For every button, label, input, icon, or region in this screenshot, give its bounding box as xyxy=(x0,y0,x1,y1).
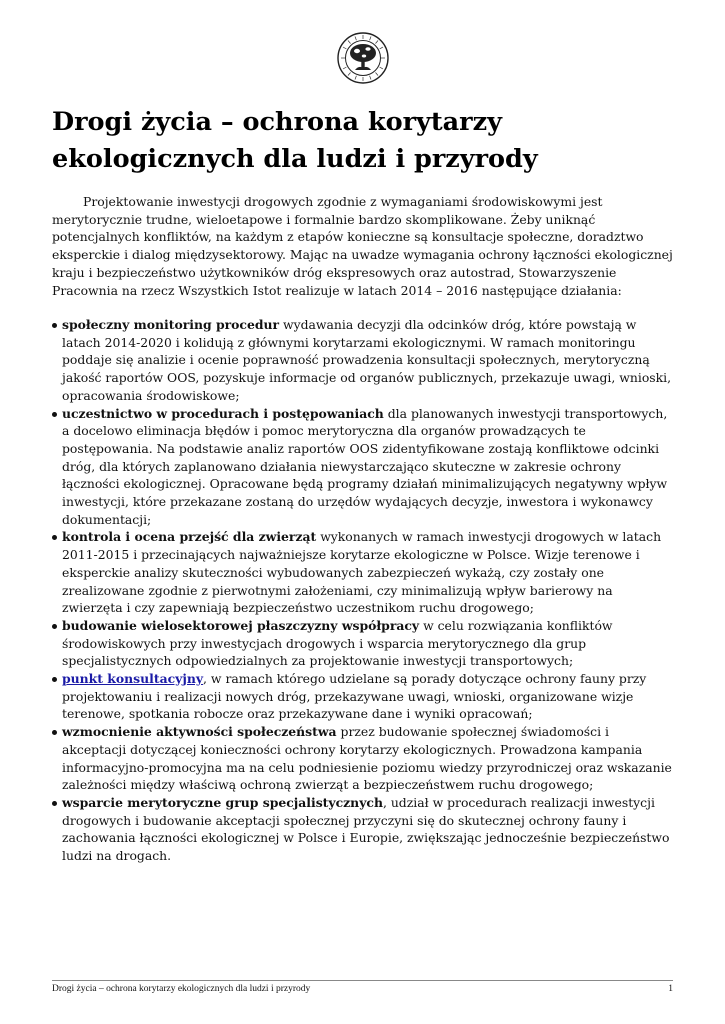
item-text: wykonanych w ramach inwestycji drogowych w latach 2011-2015 i przecinających najważniejsze korytarze ekologiczne w Polsce. Wizje terenowe i eksperckie analizy skuteczności wybudowanych zabezpieczeń wykażą, czy zostały one zrealizowane zgodnie z pierwotnymi założeniami, czy minimalizują wpływ barierowy na zwierzęta i czy zapewniają bezpieczeństwo uczestnikom ruchu drogowego; xyxy=(62,529,662,616)
item-text: , w ramach którego udzielane są porady dotyczące ochrony fauny przy projektowaniu i realizacji nowych dróg, przekazywane uwagi, wnioski, organizowane wizje terenowe, spotkania robocze oraz przekazywane dane i wyniki opracowań; xyxy=(62,671,647,722)
intro-paragraph: Projektowanie inwestycji drogowych zgodnie z wymaganiami środowiskowymi jest merytorycznie trudne, wieloetapowe i formalnie bardzo skomplikowane. Żeby uniknąć potencjalnych konfliktów, na każdym z etapów konieczne są konsultacje społeczne, doradztwo eksperckie i dialog międzysektorowy. Mając na uwadze wymagania ochrony łączności ekologicznej kraju i bezpieczeństwo użytkowników dróg ekspresowych oraz autostrad, Stowarzyszenie Pracownia na rzecz Wszystkich Istot realizuje w latach 2014 – 2016 następujące działania: xyxy=(52,194,673,298)
item-heading: wzmocnienie aktywności społeczeństwa xyxy=(62,724,337,740)
page-footer xyxy=(52,980,673,994)
item-heading: społeczny monitoring procedur xyxy=(62,317,280,332)
item-heading: budowanie wielosektorowej płaszczyzny współpracy xyxy=(62,617,420,633)
actions-list xyxy=(52,316,676,865)
consultation-point-link[interactable]: punkt konsultacyjny xyxy=(62,671,204,687)
item-text: dla planowanych inwestycji transportowych, a docelowo eliminacja błędów i pomoc merytoryczna dla organów prowadzących te postępowania. Na podstawie analiz raportów OOS zidentyfikowane zostają konfliktowe odcinki dróg, dla których zaplanowano działania niewystarczająco skuteczne w zakresie ochrony łączności ekologicznej. Opracowane będą programy działań minimalizujących negatywny wpływ inwestycji, które przekazane zostaną do urzędów wydających decyzje, inwestora i wykonawcy dokumentacji; xyxy=(62,405,668,527)
item-text: wydawania decyzji dla odcinków dróg, które powstają w latach 2014-2020 i kolidują z głównymi korytarzami ekologicznymi. W ramach monitoringu poddaje się analizie i ocenie poprawność prowadzenia konsultacji społecznych, merytoryczną jakość raportów OOS, pozyskuje informacje od organów publicznych, przekazuje uwagi, wnioski, opracowania środowiskowe; xyxy=(62,317,672,403)
item-heading: kontrola i ocena przejść dla zwierząt xyxy=(62,529,317,545)
item-heading: uczestnictwo w procedurach i postępowaniach xyxy=(62,405,384,421)
item-text: , udział w procedurach realizacji inwestycji drogowych i budowanie akceptacji społecznej przyczyni się do skutecznej ochrony fauny i zachowania łączności ekologicznej w Polsce i Europie, zwiększając jednocześnie bezpieczeństwo ludzi na drogach. xyxy=(62,794,670,864)
list-item xyxy=(52,316,676,405)
list-item xyxy=(52,670,676,723)
footer-title: Drogi życia – ochrona korytarzy ekologicznych dla ludzi i przyrody xyxy=(52,984,311,994)
tree-seal-icon xyxy=(337,32,389,84)
list-item xyxy=(52,528,676,617)
list-item xyxy=(52,617,676,670)
item-heading: wsparcie merytoryczne grup specjalistycznych xyxy=(62,794,383,810)
list-item xyxy=(52,723,676,794)
list-item xyxy=(52,405,676,529)
item-text: przez budowanie społecznej świadomości i akceptacji dotyczącej konieczności ochrony korytarzy ekologicznych. Prowadzona kampania informacyjno-promocyjna ma na celu podniesienie poziomu wiedzy przyrodniczej oraz wskazanie zależności między właściwą ochroną zwierząt a bezpieczeństwem ruchu drogowego; xyxy=(62,724,672,793)
list-item xyxy=(52,794,676,865)
item-text: w celu rozwiązania konfliktów środowiskowych przy inwestycjach drogowych i wsparcia merytorycznego dla grup specjalistycznych odpowiedzialnych za projektowanie inwestycji transportowych; xyxy=(62,617,613,669)
organization-logo xyxy=(337,32,389,84)
page-number: 1 xyxy=(668,984,673,994)
page-title: Drogi życia – ochrona korytarzy ekologicznych dla ludzi i przyrody xyxy=(52,107,538,174)
